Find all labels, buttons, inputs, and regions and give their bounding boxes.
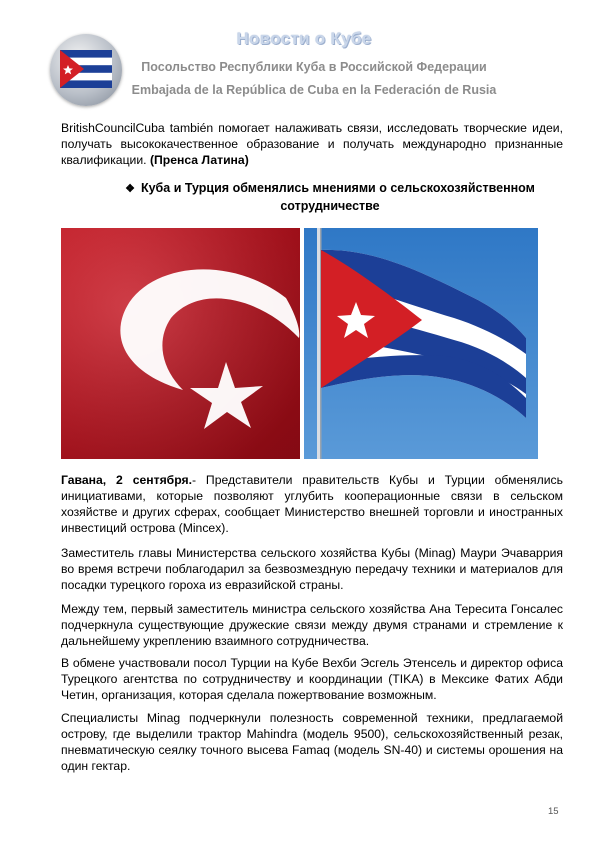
embassy-name-ru: Посольство Республики Куба в Российской Федерации xyxy=(141,60,487,74)
page-number: 15 xyxy=(548,806,559,817)
dateline: Гавана, 2 сентября. xyxy=(61,473,192,487)
article-paragraph-3: Между тем, первый заместитель министра сельского хозяйства Ана Тересита Гонсалес подчеркнула существующие дружеские связи между двумя странами и стремление к дальнейшему укреплению взаимного сотрудничества. xyxy=(61,602,563,648)
intro-paragraph xyxy=(61,120,563,168)
article-paragraph-1 xyxy=(61,472,563,536)
newsletter-title: Новости о Кубе xyxy=(236,29,372,48)
embassy-name-es: Embajada de la República de Cuba en la Federación de Rusia xyxy=(131,83,497,97)
article-paragraph-5: Специалисты Minag подчеркнули полезность современной техники, предлагаемой острову, где выделили трактор Mahindra (модель 9500), сельскохозяйственный резак, пневматическую сеялку точного высева Famaq (модель SN-40) и системы орошения на один гектар. xyxy=(61,711,563,773)
diamond-bullet-icon: ❖ xyxy=(125,183,135,195)
turkey-flag-photo xyxy=(61,228,300,459)
cuba-flag-photo xyxy=(304,228,538,459)
intro-text: BritishCouncilCuba también помогает налаживать связи, исследовать творческие идеи, получать высококачественное образование и получать международно признанные квалификации. xyxy=(61,121,563,167)
article-heading-text: Куба и Турция обменялись мнениями о сельскохозяйственном сотрудничестве xyxy=(140,181,535,213)
intro-source: (Пренса Латина) xyxy=(149,153,249,167)
article-heading xyxy=(120,180,540,215)
article-paragraph-2: Заместитель главы Министерства сельского хозяйства Кубы (Minag) Маури Эчаваррия во время встречи поблагодарил за безвозмездную передачу техники и материалов для посадки турецкого гороха из евразийской страны. xyxy=(61,546,563,592)
article-paragraph-4: В обмене участвовали посол Турции на Кубе Вехби Эсгель Этенсель и директор офиса Турецкого агентства по сотрудничеству и координации (TIKA) в Мексике Фатих Абди Четин, организация, которая сделала пожертвование возможным. xyxy=(61,656,563,702)
paragraph-1-text: - Представители правительств Кубы и Турции обменялись инициативами, которые позволяют углубить кооперационные связи в сельском хозяйстве и других сферах, сообщает Министерство внешней торговли и иностранных инвестиций острова (Mincex). xyxy=(61,473,563,535)
